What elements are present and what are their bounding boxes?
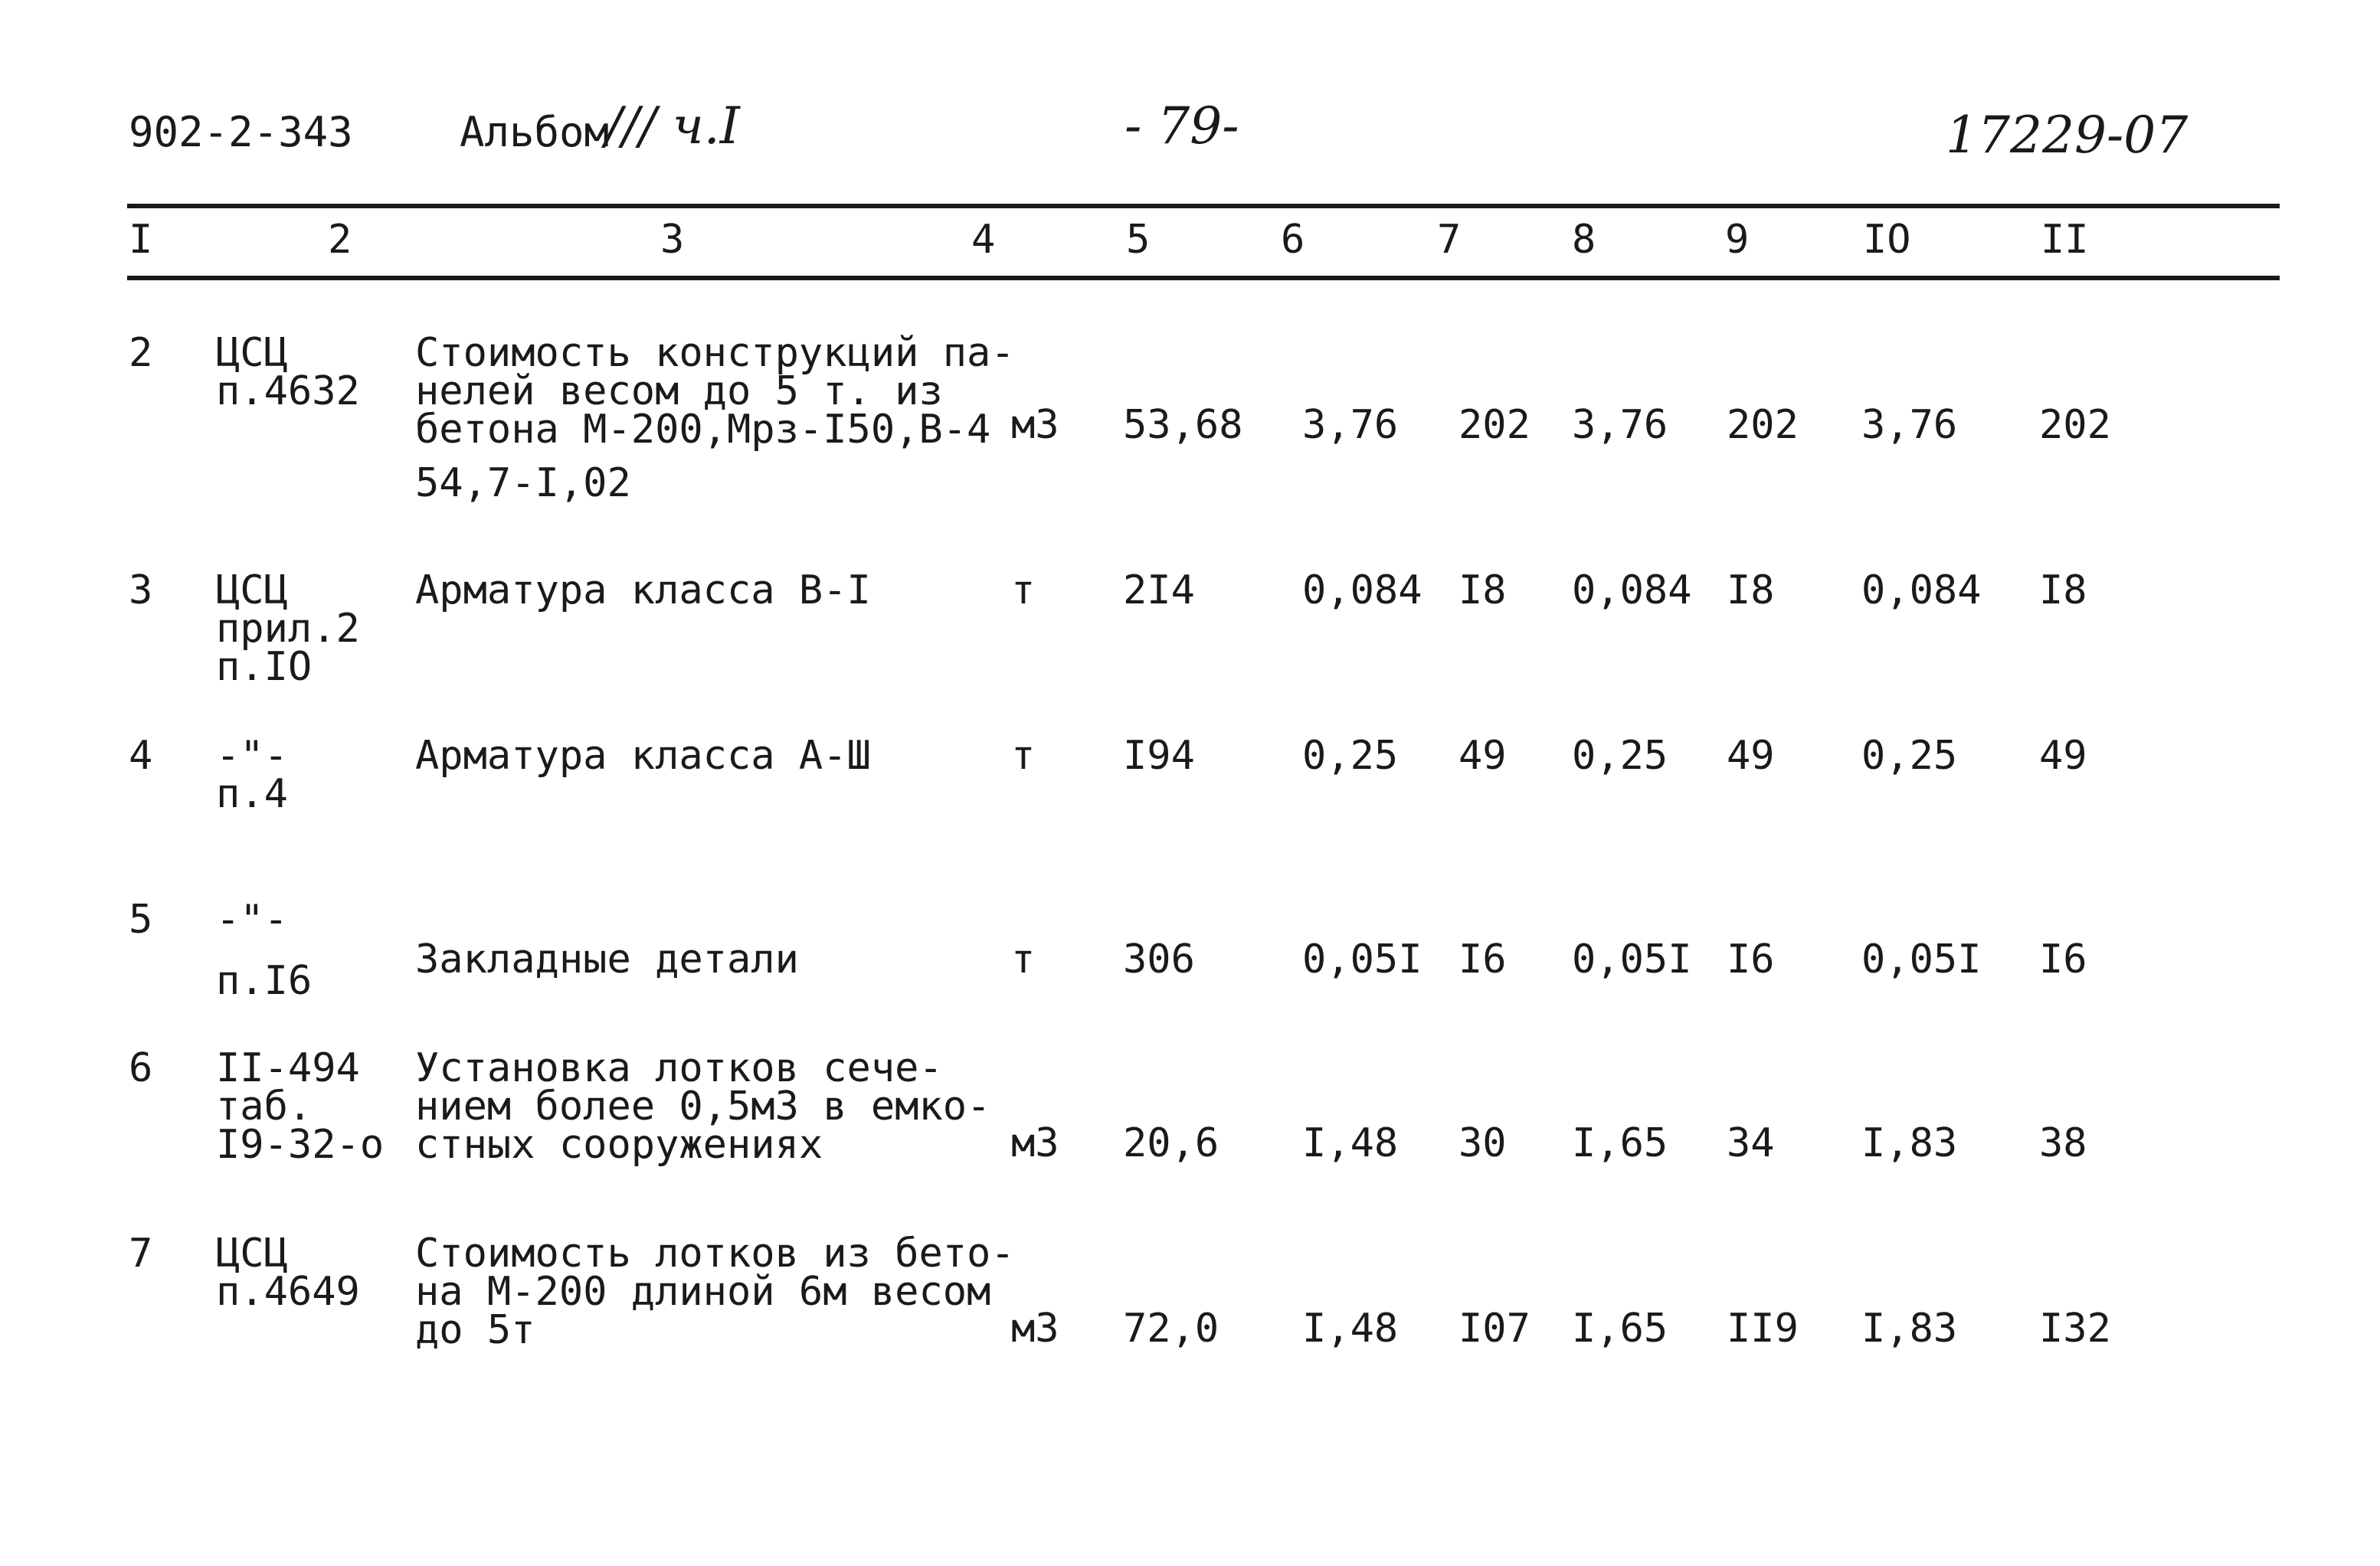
document-code: 902-2-343 xyxy=(129,108,353,156)
col-9-value: II9 xyxy=(1727,1306,1799,1352)
col-5-value: 20,6 xyxy=(1123,1120,1219,1166)
item-description: Установка лотков сече- нием более 0,5м3 в емко- стных сооружениях xyxy=(415,1045,991,1168)
col-11-value: 202 xyxy=(2039,402,2111,448)
reference-code: ЦСЦ п.4632 xyxy=(216,330,360,414)
col-8-value: 0,25 xyxy=(1572,733,1668,779)
col-11-value: 38 xyxy=(2039,1120,2087,1166)
col-5-value: 306 xyxy=(1123,937,1195,982)
col-10-value: 3,76 xyxy=(1861,402,1958,448)
unit: м3 xyxy=(1011,1306,1059,1352)
reference-code: ЦСЦ прил.2 п.IO xyxy=(216,567,360,690)
page-number: - 79- xyxy=(1125,96,1239,155)
col-11-value: I6 xyxy=(2039,937,2087,982)
col-9-value: I6 xyxy=(1727,937,1775,982)
col-8-value: 0,084 xyxy=(1572,567,1692,613)
column-header: 7 xyxy=(1437,217,1462,263)
unit: м3 xyxy=(1011,1120,1059,1166)
col-10-value: 0,25 xyxy=(1861,733,1958,779)
column-header: I xyxy=(129,217,153,263)
column-header: 9 xyxy=(1725,217,1750,263)
col-10-value: 0,05I xyxy=(1861,937,1982,982)
col-5-value: I94 xyxy=(1123,733,1195,779)
header-bottom-rule xyxy=(127,276,2280,280)
col-11-value: 49 xyxy=(2039,733,2087,779)
row-number: 3 xyxy=(129,567,153,613)
col-7-value: 202 xyxy=(1458,402,1530,448)
column-header: 6 xyxy=(1281,217,1305,263)
col-11-value: I8 xyxy=(2039,567,2087,613)
col-6-value: I,48 xyxy=(1302,1306,1399,1352)
col-6-value: 3,76 xyxy=(1302,402,1399,448)
reference-code: -"- п.4 xyxy=(216,733,288,817)
column-header: 3 xyxy=(660,217,685,263)
unit: т xyxy=(1011,733,1036,779)
col-7-value: 30 xyxy=(1458,1120,1507,1166)
col-10-value: 0,084 xyxy=(1861,567,1982,613)
item-description: Закладные детали xyxy=(415,937,799,982)
col-10-value: I,83 xyxy=(1861,1306,1958,1352)
col-8-value: 3,76 xyxy=(1572,402,1668,448)
col-9-value: 202 xyxy=(1727,402,1799,448)
row-number: 7 xyxy=(129,1231,153,1277)
album-part: /// ч.I xyxy=(605,96,740,155)
column-header: IO xyxy=(1863,217,1911,263)
col-7-value: I6 xyxy=(1458,937,1507,982)
col-6-value: 0,084 xyxy=(1302,567,1422,613)
unit: т xyxy=(1011,567,1036,613)
header-top-rule xyxy=(127,204,2280,208)
item-description: Арматура класса А-Ш xyxy=(415,733,871,779)
album-label: Альбом xyxy=(460,108,610,156)
col-6-value: 0,25 xyxy=(1302,733,1399,779)
col-8-value: 0,05I xyxy=(1572,937,1692,982)
row-number: 5 xyxy=(129,897,153,943)
column-header: 5 xyxy=(1126,217,1151,263)
col-8-value: I,65 xyxy=(1572,1306,1668,1352)
unit: м3 xyxy=(1011,402,1059,448)
col-7-value: I07 xyxy=(1458,1306,1530,1352)
item-description: Арматура класса В-I xyxy=(415,567,871,613)
reference-code: II-494 таб. I9-32-о xyxy=(216,1045,385,1168)
col-6-value: 0,05I xyxy=(1302,937,1422,982)
col-6-value: I,48 xyxy=(1302,1120,1399,1166)
column-header: 2 xyxy=(328,217,352,263)
sheet-code: 17229-07 xyxy=(1946,106,2188,165)
col-5-value: 2I4 xyxy=(1123,567,1195,613)
row-number: 6 xyxy=(129,1045,153,1091)
column-header: II xyxy=(2041,217,2089,263)
reference-code: ЦСЦ п.4649 xyxy=(216,1231,360,1315)
col-10-value: I,83 xyxy=(1861,1120,1958,1166)
row-number: 4 xyxy=(129,733,153,779)
column-header: 8 xyxy=(1572,217,1596,263)
col-8-value: I,65 xyxy=(1572,1120,1668,1166)
col-5-value: 53,68 xyxy=(1123,402,1243,448)
col-9-value: I8 xyxy=(1727,567,1775,613)
item-description: Стоимость лотков из бето- на М-200 длиной 6м весом до 5т xyxy=(415,1231,1015,1353)
reference-code: -"- п.I6 xyxy=(216,897,313,1004)
col-5-value: 72,0 xyxy=(1123,1306,1219,1352)
col-7-value: I8 xyxy=(1458,567,1507,613)
unit: т xyxy=(1011,937,1036,982)
column-header: 4 xyxy=(971,217,996,263)
col-11-value: I32 xyxy=(2039,1306,2111,1352)
row-number: 2 xyxy=(129,330,153,376)
col-9-value: 49 xyxy=(1727,733,1775,779)
col-7-value: 49 xyxy=(1458,733,1507,779)
col-9-value: 34 xyxy=(1727,1120,1775,1166)
item-description: Стоимость конструкций па- нелей весом до 5 т. из бетона М-200,Мрз-I50,В-4 54,7-I,02 xyxy=(415,330,1015,506)
